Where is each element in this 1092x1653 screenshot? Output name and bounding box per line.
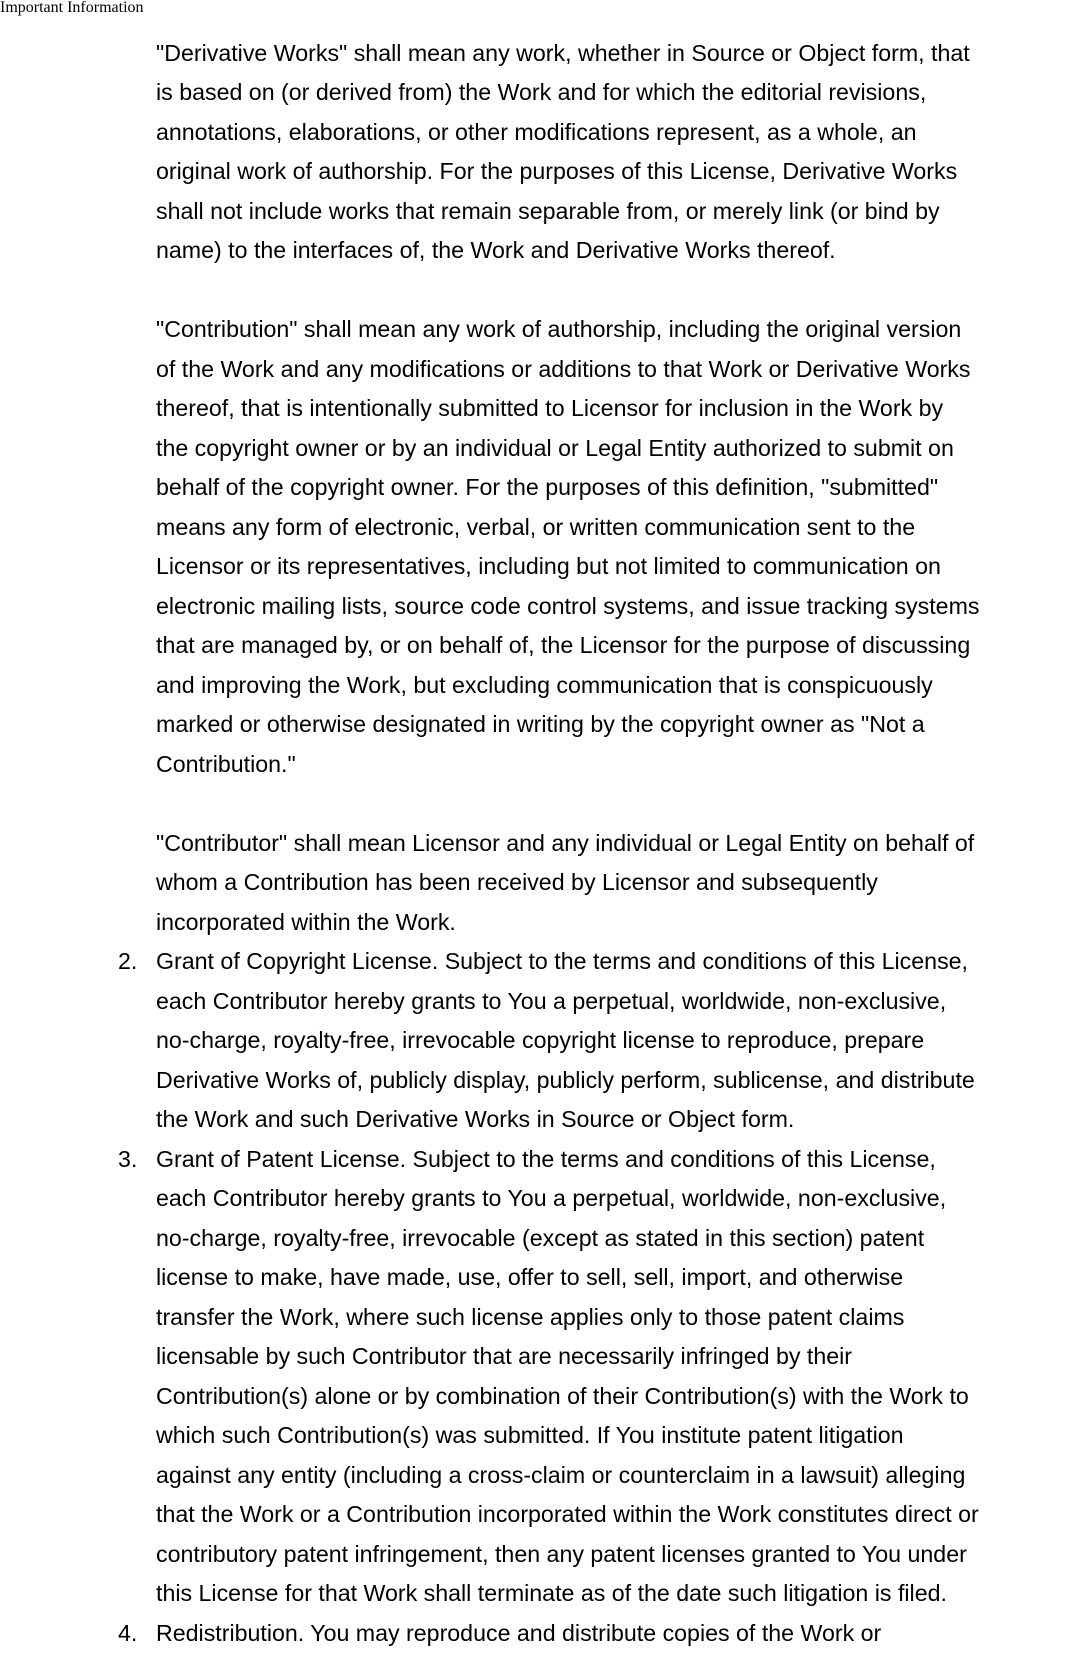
definition-derivative-works — [156, 34, 1092, 271]
text-line: Contribution(s) alone or by combination of their Contribution(s) with the Work to — [156, 1377, 1092, 1417]
text-line: licensable by such Contributor that are necessarily infringed by their — [156, 1337, 1092, 1377]
text-line: "Derivative Works" shall mean any work, whether in Source or Object form, that — [156, 34, 1092, 74]
text-line: Grant of Copyright License. Subject to the terms and conditions of this License, — [156, 942, 1092, 982]
text-line: thereof, that is intentionally submitted to Licensor for inclusion in the Work by — [156, 389, 1092, 429]
text-line: "Contributor" shall mean Licensor and any individual or Legal Entity on behalf of — [156, 824, 1092, 864]
definition-contribution — [156, 310, 1092, 784]
section-number: 4. — [118, 1614, 150, 1653]
text-line: that are managed by, or on behalf of, the Licensor for the purpose of discussing — [156, 626, 1092, 666]
text-line: means any form of electronic, verbal, or written communication sent to the — [156, 508, 1092, 548]
text-line: that the Work or a Contribution incorporated within the Work constitutes direct or — [156, 1495, 1092, 1535]
text-line: Grant of Patent License. Subject to the terms and conditions of this License, — [156, 1140, 1092, 1180]
text-line: against any entity (including a cross-claim or counterclaim in a lawsuit) alleging — [156, 1456, 1092, 1496]
text-line: Licensor or its representatives, including but not limited to communication on — [156, 547, 1092, 587]
text-line: of the Work and any modifications or additions to that Work or Derivative Works — [156, 350, 1092, 390]
page-header-title: Important Information — [0, 0, 144, 17]
text-line: license to make, have made, use, offer to sell, sell, import, and otherwise — [156, 1258, 1092, 1298]
paragraph-spacer — [0, 271, 1092, 311]
text-line: marked or otherwise designated in writing by the copyright owner as "Not a — [156, 705, 1092, 745]
text-line: "Contribution" shall mean any work of authorship, including the original version — [156, 310, 1092, 350]
text-line: transfer the Work, where such license applies only to those patent claims — [156, 1298, 1092, 1338]
paragraph-spacer — [0, 784, 1092, 824]
license-text — [0, 34, 1092, 1653]
text-line: electronic mailing lists, source code control systems, and issue tracking systems — [156, 587, 1092, 627]
section-3-patent-license — [156, 1140, 1092, 1614]
text-line: whom a Contribution has been received by Licensor and subsequently — [156, 863, 1092, 903]
text-line: name) to the interfaces of, the Work and Derivative Works thereof. — [156, 231, 1092, 271]
text-line: no-charge, royalty-free, irrevocable copyright license to reproduce, prepare — [156, 1021, 1092, 1061]
text-line: Redistribution. You may reproduce and distribute copies of the Work or — [156, 1614, 1092, 1653]
section-number: 3. — [118, 1140, 150, 1180]
text-line: this License for that Work shall terminate as of the date such litigation is filed. — [156, 1574, 1092, 1614]
text-line: each Contributor hereby grants to You a perpetual, worldwide, non-exclusive, — [156, 982, 1092, 1022]
text-line: Derivative Works of, publicly display, publicly perform, sublicense, and distribute — [156, 1061, 1092, 1101]
text-line: Contribution." — [156, 745, 1092, 785]
text-line: and improving the Work, but excluding communication that is conspicuously — [156, 666, 1092, 706]
text-line: behalf of the copyright owner. For the purposes of this definition, "submitted" — [156, 468, 1092, 508]
text-line: the Work and such Derivative Works in Source or Object form. — [156, 1100, 1092, 1140]
section-4-redistribution — [156, 1614, 1092, 1653]
text-line: incorporated within the Work. — [156, 903, 1092, 943]
text-line: each Contributor hereby grants to You a perpetual, worldwide, non-exclusive, — [156, 1179, 1092, 1219]
text-line: annotations, elaborations, or other modifications represent, as a whole, an — [156, 113, 1092, 153]
section-number: 2. — [118, 942, 150, 982]
text-line: shall not include works that remain separable from, or merely link (or bind by — [156, 192, 1092, 232]
definition-contributor — [156, 824, 1092, 943]
section-2-copyright-license — [156, 942, 1092, 1140]
text-line: which such Contribution(s) was submitted. If You institute patent litigation — [156, 1416, 1092, 1456]
text-line: is based on (or derived from) the Work and for which the editorial revisions, — [156, 73, 1092, 113]
text-line: contributory patent infringement, then any patent licenses granted to You under — [156, 1535, 1092, 1575]
text-line: the copyright owner or by an individual or Legal Entity authorized to submit on — [156, 429, 1092, 469]
text-line: original work of authorship. For the purposes of this License, Derivative Works — [156, 152, 1092, 192]
text-line: no-charge, royalty-free, irrevocable (except as stated in this section) patent — [156, 1219, 1092, 1259]
